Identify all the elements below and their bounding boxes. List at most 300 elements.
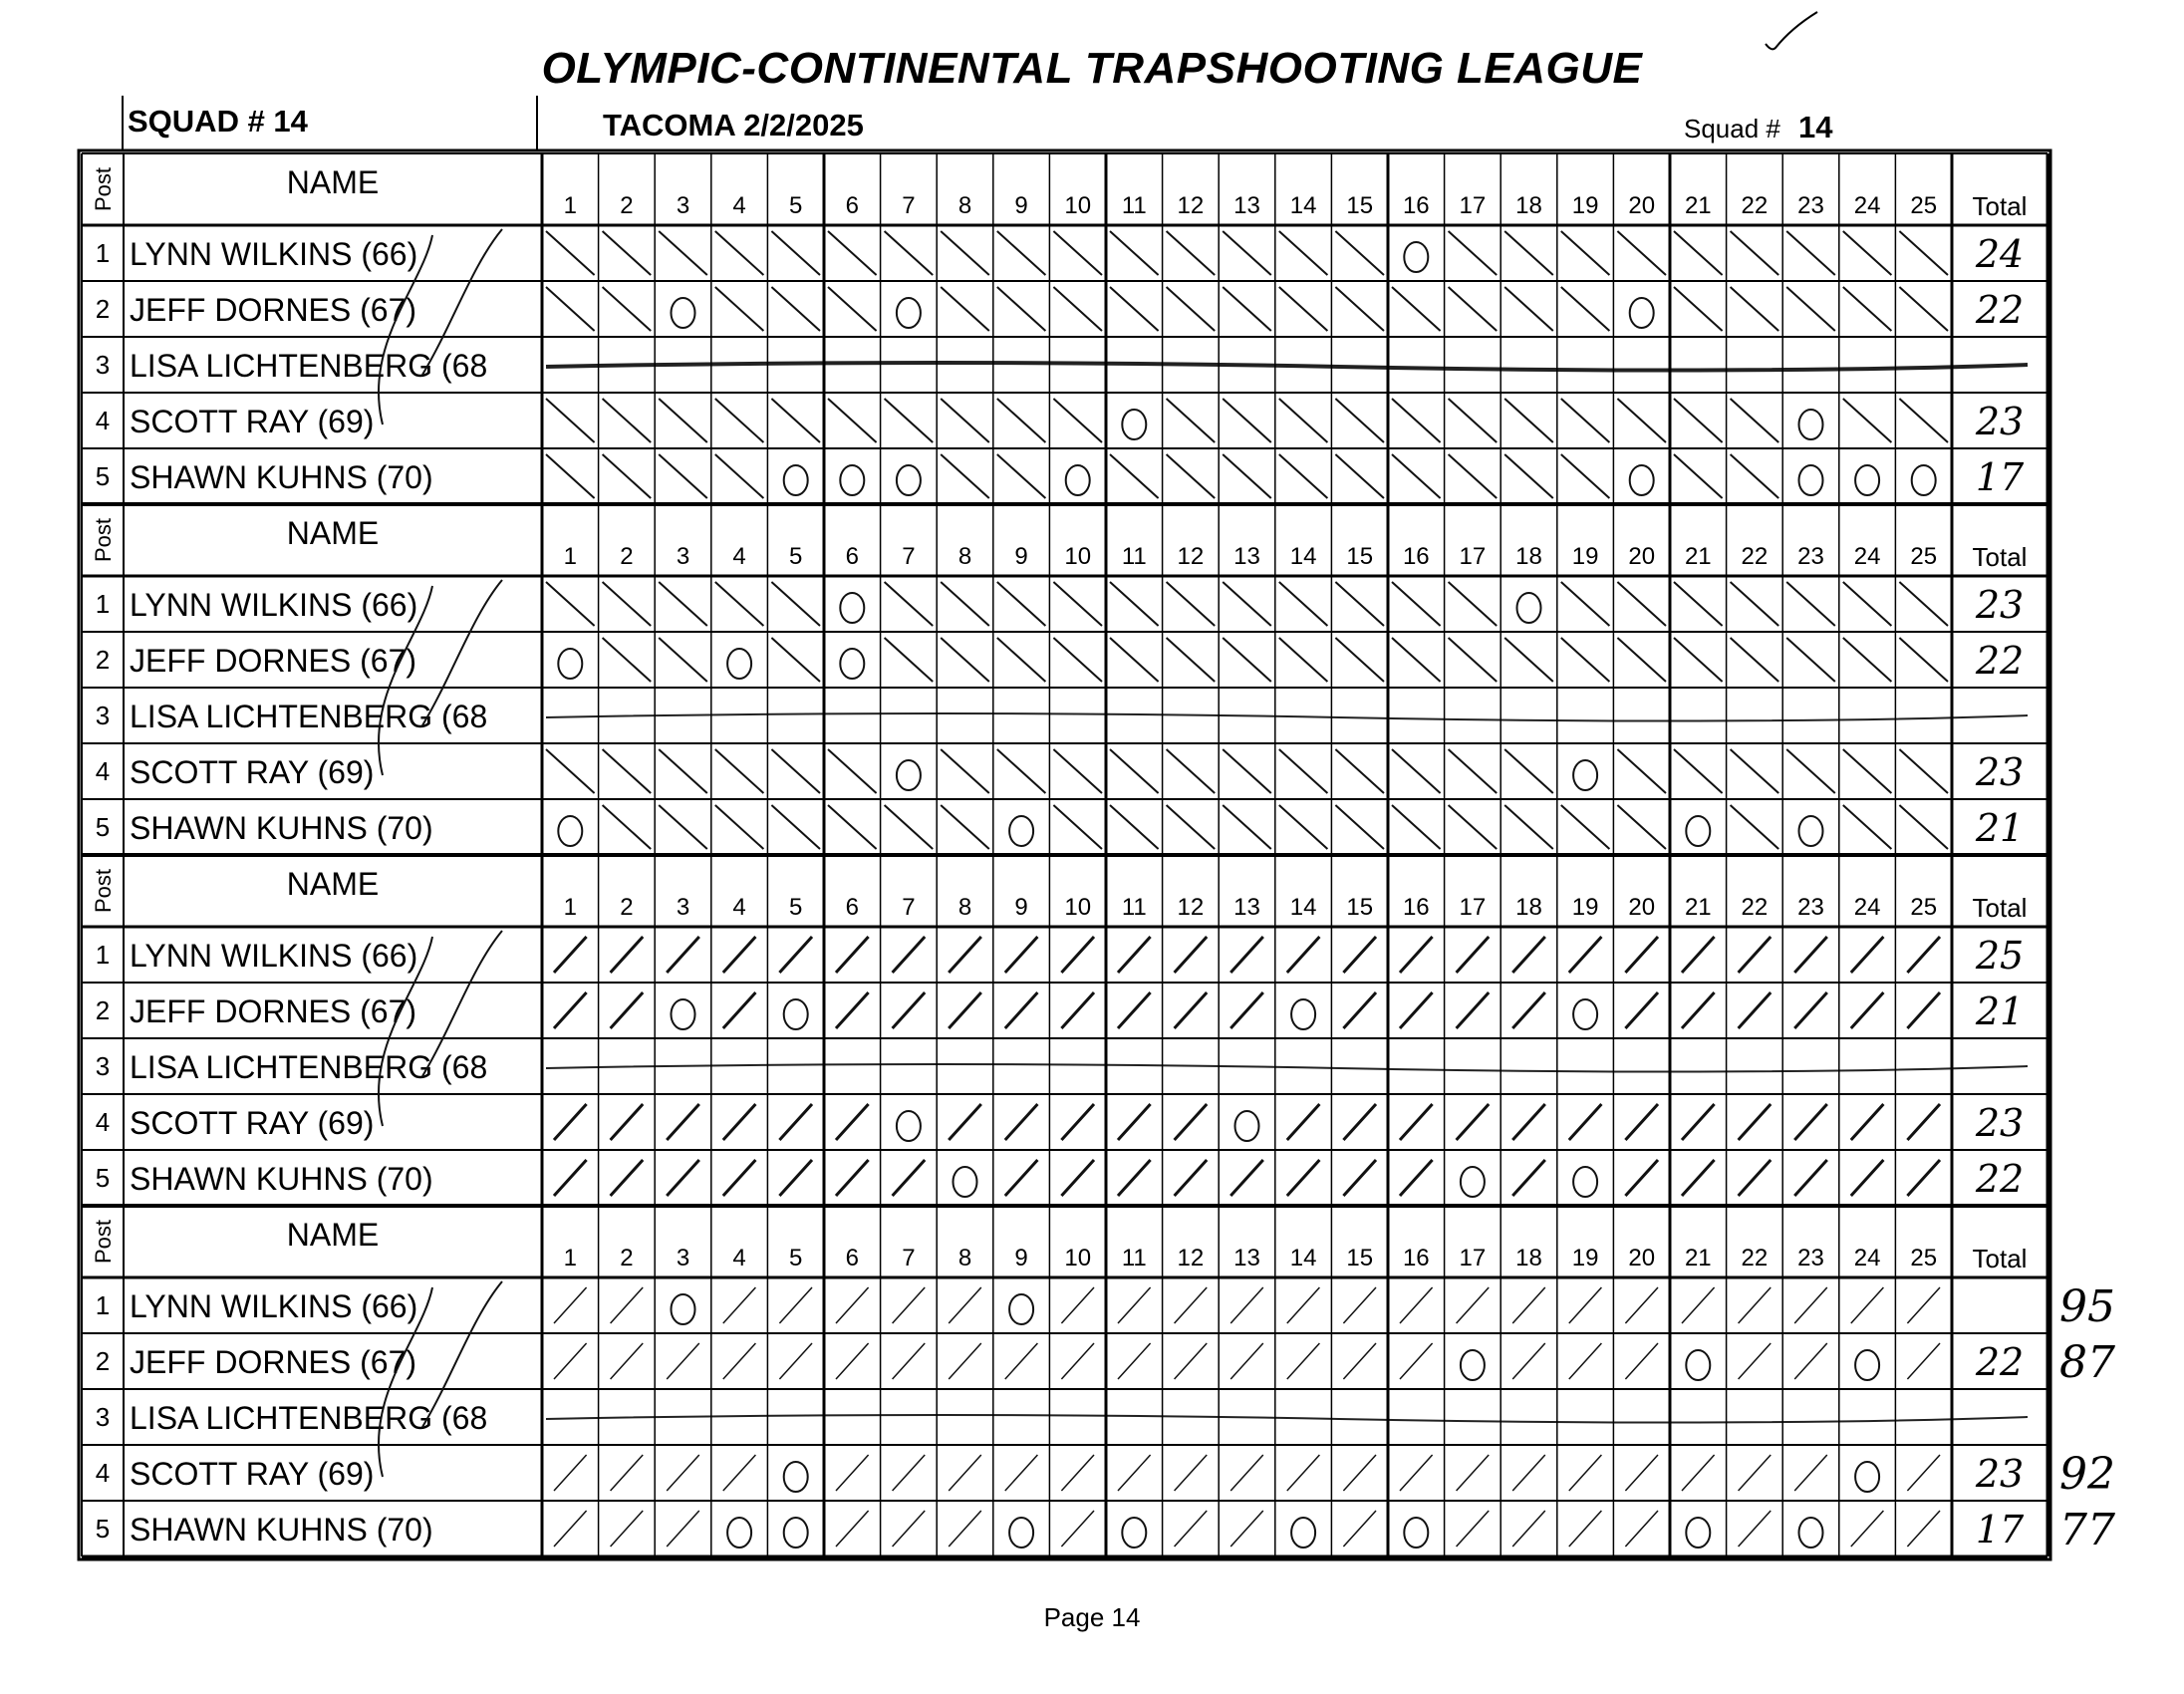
hit-mark bbox=[1167, 287, 1216, 331]
hit-mark bbox=[885, 231, 934, 275]
hit-mark bbox=[1343, 1511, 1376, 1547]
target-number: 14 bbox=[1289, 1245, 1317, 1271]
post-number: 1 bbox=[95, 1290, 111, 1320]
hit-mark bbox=[1731, 287, 1779, 331]
hit-mark bbox=[1005, 1455, 1038, 1491]
miss-mark bbox=[1799, 816, 1823, 846]
shooter-name: LYNN WILKINS (66) bbox=[130, 236, 418, 272]
hit-mark bbox=[1851, 1511, 1884, 1547]
target-number: 20 bbox=[1628, 1245, 1656, 1271]
hit-mark bbox=[1625, 1104, 1658, 1140]
hit-mark bbox=[554, 1104, 587, 1140]
target-number: 10 bbox=[1064, 543, 1092, 570]
post-number: 3 bbox=[95, 701, 111, 730]
total-header: Total bbox=[1972, 542, 2028, 572]
row-total: 23 bbox=[1975, 1101, 2025, 1145]
target-number: 21 bbox=[1684, 1245, 1712, 1271]
row-total: 23 bbox=[1975, 400, 2025, 443]
target-number: 11 bbox=[1121, 192, 1147, 219]
miss-mark bbox=[558, 816, 582, 846]
hit-mark bbox=[715, 287, 764, 331]
post-number: 5 bbox=[95, 812, 111, 842]
hit-mark bbox=[546, 749, 595, 793]
miss-mark bbox=[840, 593, 864, 623]
hit-mark bbox=[554, 992, 587, 1028]
target-number: 11 bbox=[1121, 1245, 1147, 1271]
hit-mark bbox=[1118, 1455, 1151, 1491]
post-number: 5 bbox=[95, 1163, 111, 1193]
miss-mark bbox=[1686, 816, 1710, 846]
hit-mark bbox=[1786, 287, 1835, 331]
hit-mark bbox=[779, 1104, 812, 1140]
hit-mark bbox=[1682, 1287, 1715, 1323]
hit-mark bbox=[1561, 399, 1610, 442]
grand-total: 95 bbox=[2059, 1281, 2115, 1332]
hit-mark bbox=[997, 231, 1046, 275]
target-number: 21 bbox=[1684, 894, 1712, 921]
shooter-name: SHAWN KUHNS (70) bbox=[130, 1512, 433, 1548]
shooter-name: LYNN WILKINS (66) bbox=[130, 587, 418, 623]
hit-mark bbox=[836, 1104, 869, 1140]
hit-mark bbox=[723, 1343, 756, 1379]
hit-mark bbox=[546, 454, 595, 498]
hit-mark bbox=[546, 287, 595, 331]
hit-mark bbox=[1061, 1455, 1094, 1491]
hit-mark bbox=[1457, 992, 1490, 1028]
target-number: 4 bbox=[732, 543, 746, 570]
hit-mark bbox=[1512, 1455, 1545, 1491]
hit-mark bbox=[1907, 1511, 1940, 1547]
post-number: 2 bbox=[95, 995, 111, 1025]
miss-mark bbox=[672, 999, 695, 1029]
miss-mark bbox=[1855, 1350, 1879, 1380]
hit-mark bbox=[949, 1104, 981, 1140]
hit-mark bbox=[1512, 937, 1545, 973]
hit-mark bbox=[1110, 749, 1159, 793]
target-number: 17 bbox=[1459, 1245, 1487, 1271]
target-number: 13 bbox=[1233, 1245, 1260, 1271]
hit-mark bbox=[1731, 399, 1779, 442]
shooter-name: LYNN WILKINS (66) bbox=[130, 938, 418, 974]
row-total: 23 bbox=[1975, 750, 2025, 794]
hit-mark bbox=[1504, 638, 1553, 682]
hit-mark bbox=[1175, 1343, 1208, 1379]
hit-mark bbox=[1005, 1343, 1038, 1379]
hit-mark bbox=[1512, 1511, 1545, 1547]
hit-mark bbox=[1175, 1160, 1208, 1196]
miss-mark bbox=[1799, 410, 1823, 439]
hit-mark bbox=[1843, 399, 1892, 442]
target-number: 16 bbox=[1402, 1245, 1430, 1271]
target-number: 3 bbox=[676, 1245, 690, 1271]
hit-mark bbox=[1682, 1104, 1715, 1140]
hit-mark bbox=[1223, 454, 1271, 498]
hit-mark bbox=[659, 582, 707, 626]
hit-mark bbox=[1561, 287, 1610, 331]
hit-mark bbox=[1053, 399, 1102, 442]
hit-mark bbox=[1907, 1343, 1940, 1379]
target-number: 1 bbox=[563, 543, 577, 570]
hit-mark bbox=[1053, 287, 1102, 331]
hit-mark bbox=[1843, 287, 1892, 331]
miss-mark bbox=[1122, 410, 1146, 439]
row-total: 22 bbox=[1975, 1340, 2025, 1384]
hit-mark bbox=[1400, 1160, 1433, 1196]
hit-mark bbox=[1392, 582, 1441, 626]
name-header: NAME bbox=[286, 1217, 380, 1253]
miss-mark bbox=[1291, 999, 1315, 1029]
post-number: 2 bbox=[95, 1346, 111, 1376]
hit-mark bbox=[941, 287, 989, 331]
hit-mark bbox=[1457, 937, 1490, 973]
target-number: 23 bbox=[1797, 192, 1824, 219]
hit-mark bbox=[603, 287, 652, 331]
target-number: 16 bbox=[1402, 192, 1430, 219]
post-number: 1 bbox=[95, 238, 111, 268]
hit-mark bbox=[1392, 638, 1441, 682]
hit-mark bbox=[1230, 1343, 1263, 1379]
hit-mark bbox=[893, 1511, 926, 1547]
target-number: 12 bbox=[1177, 1245, 1205, 1271]
miss-mark bbox=[1461, 1350, 1485, 1380]
hit-mark bbox=[554, 937, 587, 973]
hit-mark bbox=[1223, 399, 1271, 442]
miss-mark bbox=[1630, 298, 1654, 328]
hit-mark bbox=[997, 399, 1046, 442]
hit-mark bbox=[1400, 992, 1433, 1028]
hit-mark bbox=[1739, 1343, 1772, 1379]
target-number: 24 bbox=[1853, 894, 1881, 921]
shooter-name: JEFF DORNES (67) bbox=[130, 292, 417, 328]
hit-mark bbox=[659, 454, 707, 498]
league-title: OLYMPIC-CONTINENTAL TRAPSHOOTING LEAGUE bbox=[541, 44, 1643, 93]
hit-mark bbox=[1053, 749, 1102, 793]
shooter-name: SCOTT RAY (69) bbox=[130, 404, 375, 439]
miss-mark bbox=[1686, 1518, 1710, 1548]
hit-mark bbox=[1230, 1287, 1263, 1323]
target-number: 12 bbox=[1177, 894, 1205, 921]
hit-mark bbox=[659, 749, 707, 793]
hit-mark bbox=[1851, 992, 1884, 1028]
hit-mark bbox=[1561, 582, 1610, 626]
shooter-name: LISA LICHTENBERG (68 bbox=[130, 1049, 488, 1085]
hit-mark bbox=[1335, 805, 1384, 849]
hit-mark bbox=[1053, 231, 1102, 275]
grand-total: 92 bbox=[2059, 1449, 2115, 1500]
hit-mark bbox=[1110, 231, 1159, 275]
miss-mark bbox=[1573, 999, 1597, 1029]
shooter-name: SCOTT RAY (69) bbox=[130, 1456, 375, 1492]
total-header: Total bbox=[1972, 191, 2028, 221]
hit-mark bbox=[554, 1287, 587, 1323]
hit-mark bbox=[949, 1455, 981, 1491]
hit-mark bbox=[1230, 992, 1263, 1028]
post-number: 3 bbox=[95, 1402, 111, 1432]
shooter-name: LISA LICHTENBERG (68 bbox=[130, 699, 488, 734]
hit-mark bbox=[1625, 1455, 1658, 1491]
hit-mark bbox=[1392, 805, 1441, 849]
target-number: 18 bbox=[1515, 543, 1542, 570]
hit-mark bbox=[1287, 1160, 1320, 1196]
hit-mark bbox=[1851, 1160, 1884, 1196]
hit-mark bbox=[1794, 1104, 1827, 1140]
hit-mark bbox=[1512, 1287, 1545, 1323]
hit-mark bbox=[1504, 399, 1553, 442]
hit-mark bbox=[1118, 1343, 1151, 1379]
hit-mark bbox=[1287, 1287, 1320, 1323]
hit-mark bbox=[771, 805, 820, 849]
hit-mark bbox=[1739, 1455, 1772, 1491]
hit-mark bbox=[554, 1343, 587, 1379]
hit-mark bbox=[1335, 287, 1384, 331]
hit-mark bbox=[1731, 805, 1779, 849]
hit-mark bbox=[1223, 749, 1271, 793]
miss-mark bbox=[897, 1111, 921, 1141]
hit-mark bbox=[997, 749, 1046, 793]
hit-mark bbox=[1625, 1511, 1658, 1547]
hit-mark bbox=[836, 1455, 869, 1491]
hit-mark bbox=[1561, 454, 1610, 498]
hit-mark bbox=[723, 1287, 756, 1323]
target-number: 18 bbox=[1515, 1245, 1542, 1271]
hit-mark bbox=[1400, 1455, 1433, 1491]
hit-mark bbox=[1449, 454, 1498, 498]
target-number: 7 bbox=[902, 1245, 916, 1271]
hit-mark bbox=[779, 1287, 812, 1323]
hit-mark bbox=[1335, 399, 1384, 442]
hit-mark bbox=[1794, 1343, 1827, 1379]
miss-mark bbox=[1009, 816, 1033, 846]
hit-mark bbox=[1512, 992, 1545, 1028]
target-number: 7 bbox=[902, 192, 916, 219]
target-number: 23 bbox=[1797, 1245, 1824, 1271]
hit-mark bbox=[1739, 1511, 1772, 1547]
score-grid bbox=[78, 149, 2115, 1557]
hit-mark bbox=[1899, 749, 1948, 793]
hit-mark bbox=[1279, 454, 1328, 498]
hit-mark bbox=[1223, 805, 1271, 849]
hit-mark bbox=[1175, 1104, 1208, 1140]
hit-mark bbox=[603, 638, 652, 682]
hit-mark bbox=[1617, 638, 1666, 682]
hit-mark bbox=[1449, 749, 1498, 793]
hit-mark bbox=[1907, 992, 1940, 1028]
hit-mark bbox=[1053, 638, 1102, 682]
hit-mark bbox=[1287, 937, 1320, 973]
hit-mark bbox=[885, 582, 934, 626]
hit-mark bbox=[1617, 582, 1666, 626]
hit-mark bbox=[1899, 582, 1948, 626]
hit-mark bbox=[1400, 937, 1433, 973]
target-number: 6 bbox=[845, 894, 859, 921]
target-number: 15 bbox=[1346, 1245, 1374, 1271]
hit-mark bbox=[1175, 1511, 1208, 1547]
hit-mark bbox=[997, 454, 1046, 498]
hit-mark bbox=[1400, 1343, 1433, 1379]
target-number: 12 bbox=[1177, 543, 1205, 570]
shooter-name: LISA LICHTENBERG (68 bbox=[130, 1400, 488, 1436]
hit-mark bbox=[1843, 231, 1892, 275]
target-number: 9 bbox=[1014, 192, 1028, 219]
hit-mark bbox=[1457, 1455, 1490, 1491]
hit-mark bbox=[1674, 287, 1723, 331]
target-number: 6 bbox=[845, 192, 859, 219]
hit-mark bbox=[893, 992, 926, 1028]
hit-mark bbox=[1457, 1287, 1490, 1323]
hit-mark bbox=[659, 231, 707, 275]
target-number: 13 bbox=[1233, 543, 1260, 570]
miss-mark bbox=[1912, 465, 1936, 495]
hit-mark bbox=[1739, 992, 1772, 1028]
hit-mark bbox=[828, 287, 877, 331]
score-sheet bbox=[78, 149, 2115, 1557]
hit-mark bbox=[1449, 287, 1498, 331]
hit-mark bbox=[1907, 1104, 1940, 1140]
hit-mark bbox=[1786, 231, 1835, 275]
hit-mark bbox=[1175, 937, 1208, 973]
hit-mark bbox=[885, 399, 934, 442]
hit-mark bbox=[1674, 749, 1723, 793]
hit-mark bbox=[1569, 1511, 1602, 1547]
hit-mark bbox=[1053, 582, 1102, 626]
hit-mark bbox=[1625, 1287, 1658, 1323]
hit-mark bbox=[659, 638, 707, 682]
miss-mark bbox=[897, 465, 921, 495]
hit-mark bbox=[1674, 399, 1723, 442]
hit-mark bbox=[1061, 1343, 1094, 1379]
hit-mark bbox=[1230, 1511, 1263, 1547]
post-number: 2 bbox=[95, 645, 111, 675]
miss-mark bbox=[784, 465, 808, 495]
miss-mark bbox=[1235, 1111, 1259, 1141]
miss-mark bbox=[784, 1462, 808, 1492]
hit-mark bbox=[659, 805, 707, 849]
hit-mark bbox=[667, 937, 699, 973]
hit-mark bbox=[1279, 231, 1328, 275]
target-number: 15 bbox=[1346, 192, 1374, 219]
hit-mark bbox=[1167, 749, 1216, 793]
hit-mark bbox=[1449, 231, 1498, 275]
hit-mark bbox=[1794, 1160, 1827, 1196]
target-number: 7 bbox=[902, 543, 916, 570]
target-number: 25 bbox=[1910, 1245, 1938, 1271]
hit-mark bbox=[1617, 805, 1666, 849]
hit-mark bbox=[667, 1104, 699, 1140]
hit-mark bbox=[715, 749, 764, 793]
hit-mark bbox=[1392, 454, 1441, 498]
hit-mark bbox=[723, 937, 756, 973]
miss-mark bbox=[1066, 465, 1090, 495]
hit-mark bbox=[1061, 1287, 1094, 1323]
target-number: 21 bbox=[1684, 543, 1712, 570]
target-number: 10 bbox=[1064, 894, 1092, 921]
target-number: 3 bbox=[676, 543, 690, 570]
name-header: NAME bbox=[286, 866, 380, 902]
post-number: 2 bbox=[95, 294, 111, 324]
hit-mark bbox=[1175, 992, 1208, 1028]
hit-mark bbox=[1512, 1160, 1545, 1196]
target-number: 2 bbox=[620, 543, 634, 570]
hit-mark bbox=[941, 399, 989, 442]
hit-mark bbox=[1230, 1455, 1263, 1491]
post-number: 4 bbox=[95, 756, 111, 786]
hit-mark bbox=[1287, 1343, 1320, 1379]
hit-mark bbox=[1682, 1160, 1715, 1196]
hit-mark bbox=[1504, 454, 1553, 498]
hit-mark bbox=[659, 399, 707, 442]
hit-mark bbox=[1223, 231, 1271, 275]
target-number: 14 bbox=[1289, 543, 1317, 570]
hit-mark bbox=[836, 1511, 869, 1547]
target-number: 19 bbox=[1571, 1245, 1599, 1271]
target-number: 17 bbox=[1459, 543, 1487, 570]
target-number: 6 bbox=[845, 1245, 859, 1271]
post-number: 3 bbox=[95, 350, 111, 380]
hit-mark bbox=[1512, 1104, 1545, 1140]
target-number: 3 bbox=[676, 192, 690, 219]
hit-mark bbox=[715, 399, 764, 442]
hit-mark bbox=[1682, 992, 1715, 1028]
row-total: 25 bbox=[1975, 934, 2025, 978]
row-total: 23 bbox=[1975, 583, 2025, 627]
post-header: Post bbox=[91, 868, 116, 914]
post-number: 5 bbox=[95, 461, 111, 491]
target-number: 1 bbox=[563, 1245, 577, 1271]
target-number: 1 bbox=[563, 894, 577, 921]
hit-mark bbox=[1907, 937, 1940, 973]
miss-mark bbox=[840, 649, 864, 679]
hit-mark bbox=[1118, 992, 1151, 1028]
hit-mark bbox=[1739, 1287, 1772, 1323]
target-number: 15 bbox=[1346, 894, 1374, 921]
hit-mark bbox=[1674, 454, 1723, 498]
target-number: 2 bbox=[620, 1245, 634, 1271]
target-number: 23 bbox=[1797, 543, 1824, 570]
squad-label-right: Squad # bbox=[1684, 114, 1780, 143]
hit-mark bbox=[1061, 1511, 1094, 1547]
hit-mark bbox=[1118, 1160, 1151, 1196]
hit-mark bbox=[603, 231, 652, 275]
post-number: 4 bbox=[95, 406, 111, 435]
hit-mark bbox=[1731, 231, 1779, 275]
hit-mark bbox=[1794, 937, 1827, 973]
hit-mark bbox=[1400, 1104, 1433, 1140]
hit-mark bbox=[997, 638, 1046, 682]
hit-mark bbox=[1343, 1455, 1376, 1491]
hit-mark bbox=[893, 1343, 926, 1379]
miss-mark bbox=[1009, 1294, 1033, 1324]
hit-mark bbox=[836, 1160, 869, 1196]
hit-mark bbox=[603, 454, 652, 498]
hit-mark bbox=[1005, 992, 1038, 1028]
target-number: 5 bbox=[789, 1245, 803, 1271]
hit-mark bbox=[1118, 1104, 1151, 1140]
hit-mark bbox=[611, 1343, 644, 1379]
hit-mark bbox=[723, 992, 756, 1028]
hit-mark bbox=[1786, 638, 1835, 682]
hit-mark bbox=[1851, 1287, 1884, 1323]
target-number: 12 bbox=[1177, 192, 1205, 219]
hit-mark bbox=[1005, 937, 1038, 973]
hit-mark bbox=[1392, 287, 1441, 331]
miss-mark bbox=[1404, 242, 1428, 272]
hit-mark bbox=[723, 1104, 756, 1140]
target-number: 16 bbox=[1402, 894, 1430, 921]
miss-mark bbox=[1573, 760, 1597, 790]
hit-mark bbox=[1794, 992, 1827, 1028]
target-number: 16 bbox=[1402, 543, 1430, 570]
miss-mark bbox=[784, 1518, 808, 1548]
